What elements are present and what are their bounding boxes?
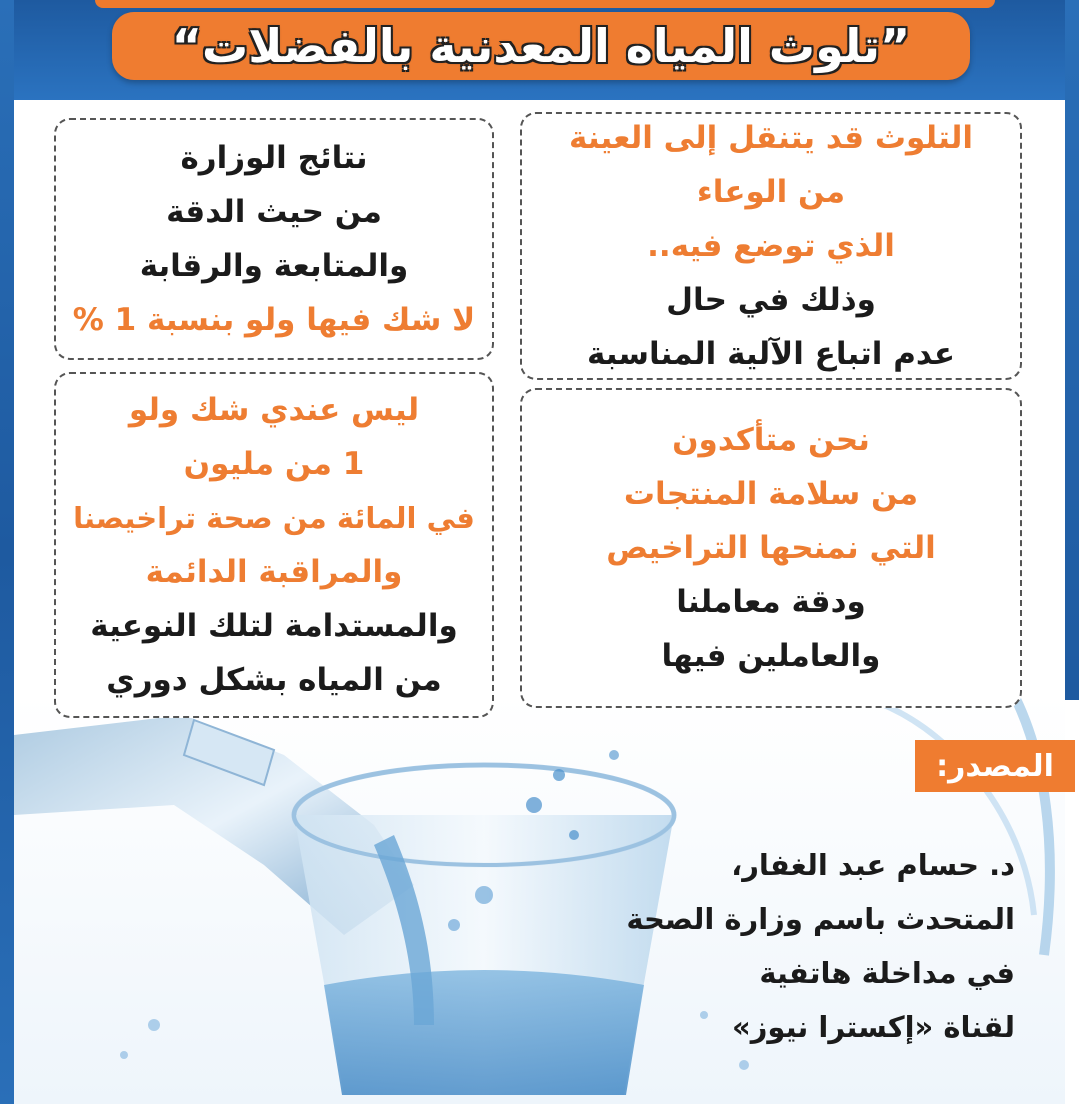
- quote-card-bottom-right: [520, 388, 1022, 708]
- quote-line: عدم اتباع الآلية المناسبة: [587, 336, 956, 372]
- source-line: المتحدث باسم وزارة الصحة: [626, 902, 1015, 936]
- quote-line: من المياه بشكل دوري: [106, 662, 442, 698]
- quote-line: لا شك فيها ولو بنسبة 1 %: [72, 302, 476, 338]
- quote-line: من حيث الدقة: [166, 194, 382, 230]
- quote-line: والمراقبة الدائمة: [145, 554, 403, 590]
- source-line: د. حسام عبد الغفار،: [731, 848, 1015, 882]
- quote-line: التي نمنحها التراخيص: [606, 530, 936, 566]
- source-line: لقناة «إكسترا نيوز»: [731, 1010, 1015, 1044]
- quote-line: من سلامة المنتجات: [623, 476, 919, 512]
- source-line: في مداخلة هاتفية: [759, 956, 1015, 990]
- quote-line: ليس عندي شك ولو: [128, 392, 420, 428]
- frame-right-border: [1065, 0, 1079, 700]
- header-accent-strip: [95, 0, 995, 8]
- quote-line: الذي توضع فيه..: [647, 228, 895, 264]
- page-title: ”تلوث المياه المعدنية بالفضلات“: [171, 19, 911, 73]
- quote-card-bottom-left: [54, 372, 494, 718]
- quote-line: ودقة معاملنا: [676, 584, 866, 620]
- title-banner: [112, 12, 970, 80]
- quote-line: والمتابعة والرقابة: [139, 248, 409, 284]
- quote-line: نحن متأكدون: [672, 422, 870, 458]
- quote-line: والمستدامة لتلك النوعية: [90, 608, 458, 644]
- quote-line: وذلك في حال: [666, 282, 876, 318]
- quote-line: والعاملين فيها: [661, 638, 881, 674]
- quote-card-top-left: [54, 118, 494, 360]
- quote-line: 1 من مليون: [183, 446, 365, 482]
- source-label-tag: [915, 740, 1075, 792]
- source-label: المصدر:: [936, 748, 1054, 784]
- quote-line: التلوث قد يتنقل إلى العينة: [569, 120, 973, 156]
- quote-card-top-right: [520, 112, 1022, 380]
- quote-line: في المائة من صحة تراخيصنا: [73, 501, 475, 535]
- quote-line: من الوعاء: [696, 174, 846, 210]
- quote-line: نتائج الوزارة: [180, 140, 368, 176]
- source-attribution: [600, 838, 1015, 1054]
- frame-left-border: [0, 0, 14, 1104]
